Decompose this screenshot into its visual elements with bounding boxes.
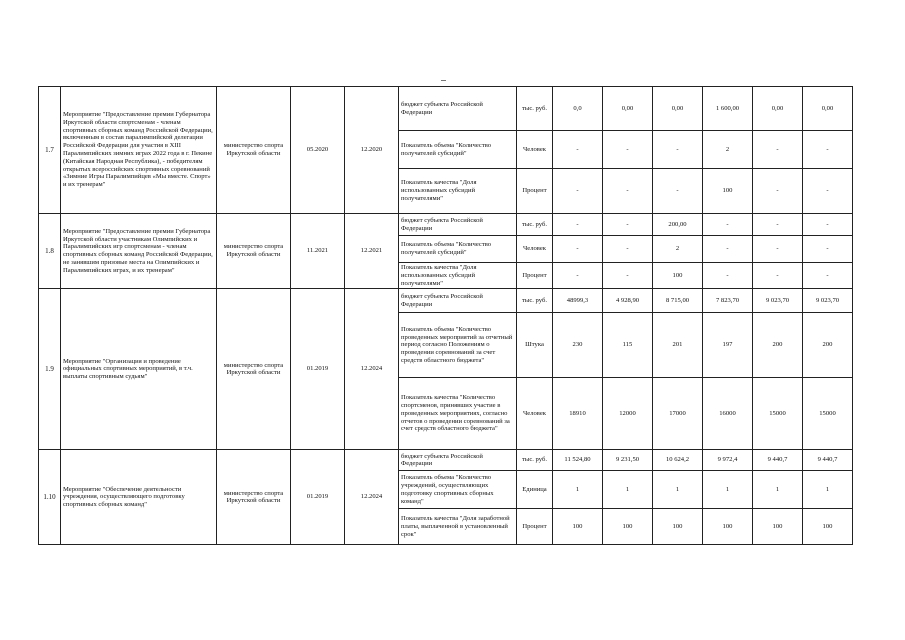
indicator-value: - [753,263,803,289]
indicator-value: - [553,169,603,214]
indicator-value: 1 600,00 [703,87,753,131]
indicator-value: 0,00 [603,87,653,131]
indicator-value: 100 [753,509,803,545]
indicator-name: Показатель качества "Доля использованных субсидий получателями" [399,263,517,289]
event-end-date: 12.2020 [345,87,399,214]
indicator-value: 48999,3 [553,289,603,313]
event-start-date: 11.2021 [291,214,345,289]
event-end-date: 12.2024 [345,289,399,450]
indicator-value: - [703,214,753,236]
indicator-value: - [753,236,803,263]
indicator-unit: тыс. руб. [517,289,553,313]
indicator-value: - [553,214,603,236]
indicator-value: 197 [703,313,753,378]
indicator-unit: Человек [517,236,553,263]
indicator-value: - [603,263,653,289]
indicator-name: Показатель качества "Доля заработной платы, выплаченной в установленный срок" [399,509,517,545]
indicator-value: 100 [603,509,653,545]
indicator-value: 0,00 [803,87,853,131]
event-description: Мероприятие "Организация и проведение официальных спортивных мероприятий, в т.ч. выплаты спортивным судьям" [61,289,217,450]
event-number: 1.9 [39,289,61,450]
event-number: 1.7 [39,87,61,214]
indicator-value: 15000 [803,378,853,450]
indicator-value: 9 440,7 [753,450,803,471]
indicator-name: бюджет субъекта Российской Федерации [399,450,517,471]
table-row [39,87,853,131]
event-executor: министерство спорта Иркутской области [217,214,291,289]
indicator-value: 1 [653,471,703,509]
indicator-unit: Процент [517,263,553,289]
indicator-value: 10 624,2 [653,450,703,471]
indicator-value: 9 231,50 [603,450,653,471]
indicator-value: 1 [703,471,753,509]
indicator-name: бюджет субъекта Российской Федерации [399,214,517,236]
event-start-date: 05.2020 [291,87,345,214]
indicator-value: 11 524,80 [553,450,603,471]
indicator-value: 9 440,7 [803,450,853,471]
indicator-value: 15000 [753,378,803,450]
indicator-value: - [553,236,603,263]
indicator-unit: тыс. руб. [517,87,553,131]
indicator-unit: Человек [517,131,553,169]
indicator-name: Показатель качества "Количество спортсменов, принявших участие в проведенных мероприятиях, согласно отчетов о проведении соревнований за счет средств областного бюджета" [399,378,517,450]
indicator-value: - [803,236,853,263]
indicator-value: 100 [703,169,753,214]
indicator-value: 9 972,4 [703,450,753,471]
indicator-value: 7 823,70 [703,289,753,313]
indicator-value: 230 [553,313,603,378]
indicator-value: - [803,131,853,169]
indicator-value: 200,00 [653,214,703,236]
indicator-value: 1 [553,471,603,509]
indicator-name: бюджет субъекта Российской Федерации [399,289,517,313]
event-start-date: 01.2019 [291,450,345,545]
indicator-value: 4 928,90 [603,289,653,313]
indicator-value: 17000 [653,378,703,450]
indicator-value: - [603,169,653,214]
indicator-value: 200 [803,313,853,378]
event-start-date: 01.2019 [291,289,345,450]
indicator-unit: Единица [517,471,553,509]
indicator-value: - [653,169,703,214]
indicator-unit: Человек [517,378,553,450]
indicator-value: 9 023,70 [803,289,853,313]
table-row [39,289,853,313]
indicator-value: - [553,263,603,289]
indicator-value: 115 [603,313,653,378]
indicator-value: 100 [653,263,703,289]
indicator-name: Показатель объема "Количество учреждений, осуществляющих подготовку спортивных сборных команд" [399,471,517,509]
indicator-value: - [753,214,803,236]
event-description: Мероприятие "Предоставление премии Губернатора Иркутской области спортсменам - членам спортивных сборных команд Российской Федерации, включенным в состав паралимпийской делегации Российской Федерации для участия в XIII Паралимпийских зимних играх 2022 года в г. Пекине (Китайская Народная Республика), - победителям открытых всероссийских спортивных соревнований «Зимние Игры Паралимпийцев «Мы вместе. Спорт» и их тренерам" [61,87,217,214]
indicator-value: - [803,214,853,236]
indicator-value: - [653,131,703,169]
indicator-unit: Штука [517,313,553,378]
indicator-value: 18910 [553,378,603,450]
indicator-name: бюджет субъекта Российской Федерации [399,87,517,131]
indicator-name: Показатель объема "Количество получателей субсидий" [399,236,517,263]
indicator-name: Показатель качества "Доля использованных субсидий получателями" [399,169,517,214]
indicator-value: - [803,263,853,289]
indicator-value: 100 [553,509,603,545]
indicator-value: 9 023,70 [753,289,803,313]
indicator-value: 100 [703,509,753,545]
indicator-value: 100 [653,509,703,545]
event-description: Мероприятие "Обеспечение деятельности учреждения, осуществляющего подготовку спортивных сборных команд" [61,450,217,545]
program-events-table [38,86,853,545]
indicator-value: 0,0 [553,87,603,131]
indicator-value: 100 [803,509,853,545]
indicator-value: 8 715,00 [653,289,703,313]
indicator-value: - [803,169,853,214]
table-row [39,450,853,471]
indicator-unit: тыс. руб. [517,214,553,236]
indicator-value: 1 [603,471,653,509]
event-executor: министерство спорта Иркутской области [217,87,291,214]
indicator-value: 2 [653,236,703,263]
indicator-value: 2 [703,131,753,169]
event-executor: министерство спорта Иркутской области [217,450,291,545]
indicator-value: - [753,169,803,214]
indicator-value: - [703,263,753,289]
indicator-value: - [553,131,603,169]
event-number: 1.8 [39,214,61,289]
indicator-value: - [603,214,653,236]
event-end-date: 12.2021 [345,214,399,289]
indicator-value: 1 [753,471,803,509]
indicator-name: Показатель объема "Количество проведенных мероприятий за отчетный период согласно Положениям о проведении соревнований за счет средств областного бюджета" [399,313,517,378]
event-executor: министерство спорта Иркутской области [217,289,291,450]
event-end-date: 12.2024 [345,450,399,545]
indicator-value: - [603,131,653,169]
indicator-value: 16000 [703,378,753,450]
indicator-value: - [603,236,653,263]
indicator-value: - [703,236,753,263]
indicator-value: 201 [653,313,703,378]
indicator-unit: Процент [517,509,553,545]
indicator-name: Показатель объема "Количество получателей субсидий" [399,131,517,169]
indicator-value: 0,00 [753,87,803,131]
indicator-unit: тыс. руб. [517,450,553,471]
indicator-value: 12000 [603,378,653,450]
indicator-value: 0,00 [653,87,703,131]
event-number: 1.10 [39,450,61,545]
table-row [39,214,853,236]
indicator-value: 200 [753,313,803,378]
scan-mark [441,80,446,81]
indicator-unit: Процент [517,169,553,214]
indicator-value: 1 [803,471,853,509]
indicator-value: - [753,131,803,169]
event-description: Мероприятие "Предоставление премии Губернатора Иркутской области участникам Олимпийских и Паралимпийских игр спортсменам - членам спортивных сборных команд Российской Федерации, не занявшим призовые места на Олимпийских и Паралимпийских играх, и их тренерам" [61,214,217,289]
